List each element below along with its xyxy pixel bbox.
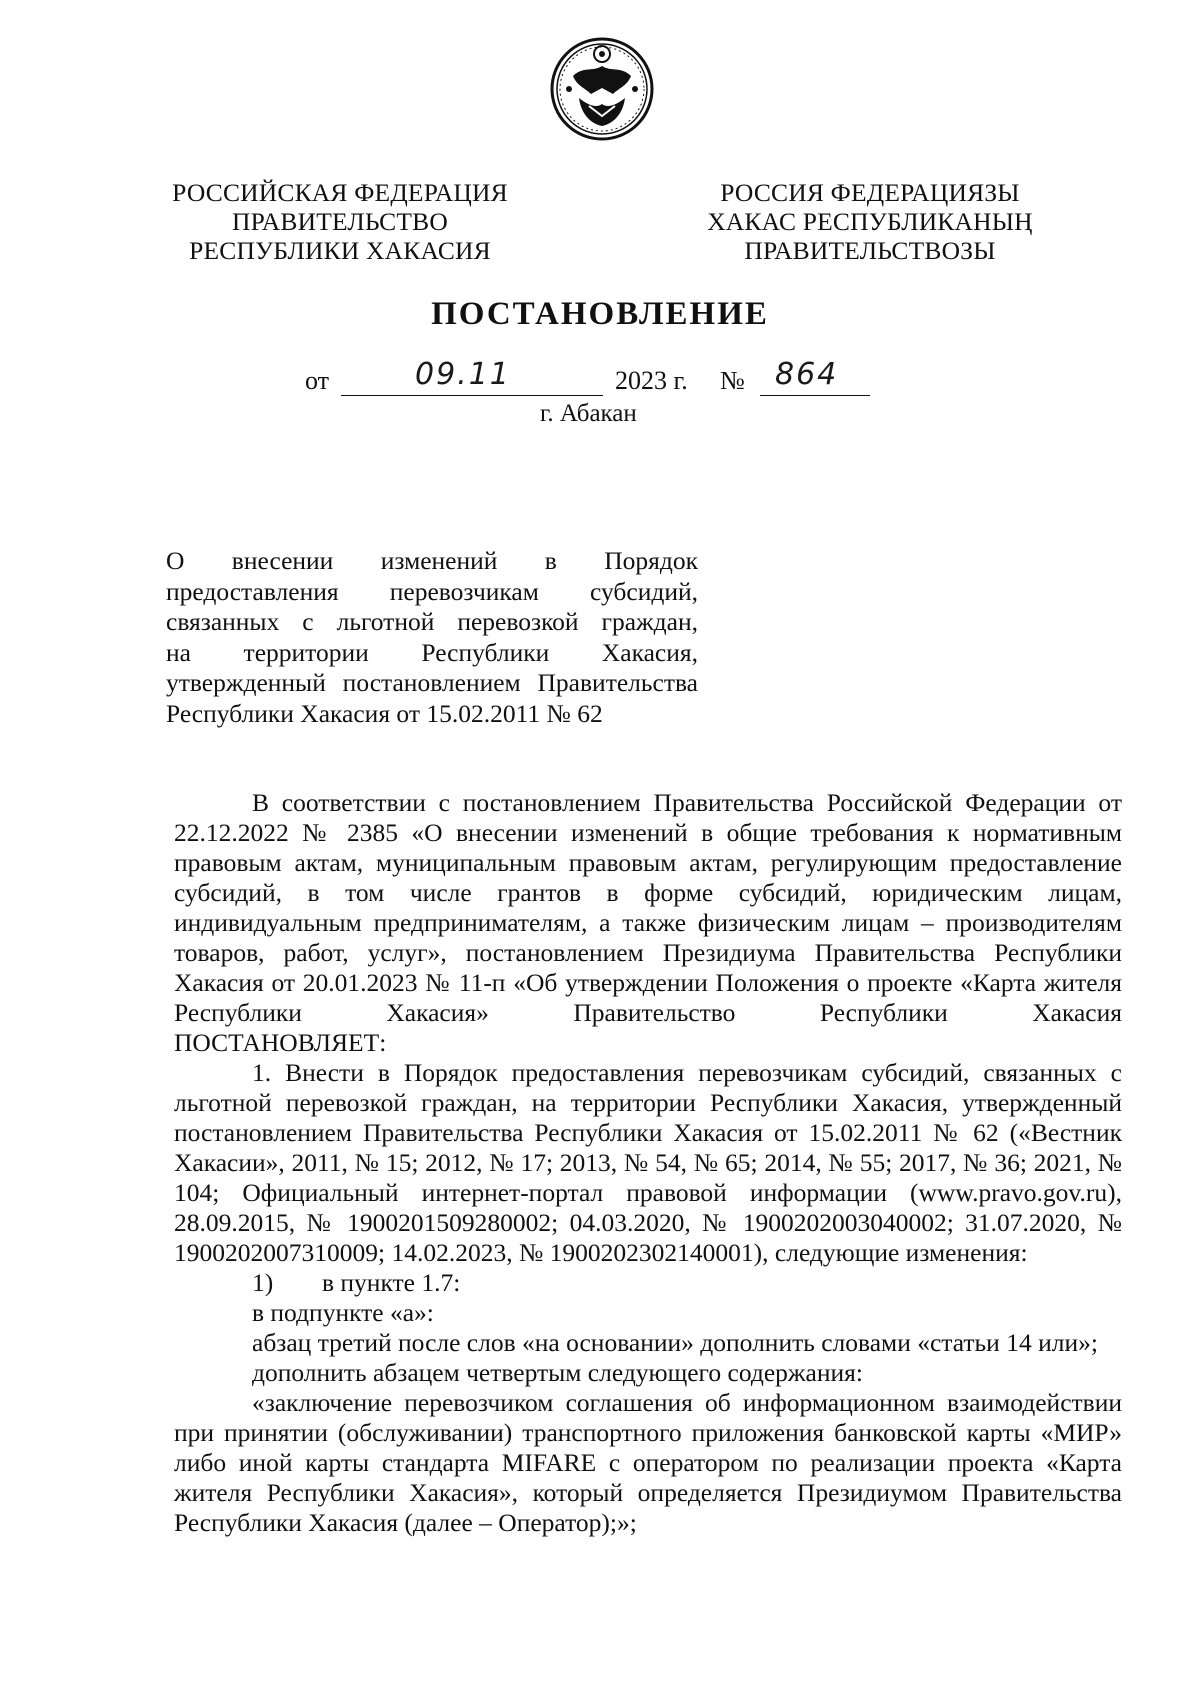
from-label: от [305, 366, 330, 395]
date-number-line [305, 357, 925, 402]
header-right-line-1: РОССИЯ ФЕДЕРАЦИЯЗЫ [720, 178, 1020, 207]
paragraph-3-amendment: абзац третий после слов «на основании» дополнить словами «статьи 14 или»; [252, 1328, 1098, 1357]
document-body [174, 788, 1122, 1538]
subject-line-5: утвержденный постановлением Правительства [166, 668, 698, 697]
document-title: ПОСТАНОВЛЕНИЕ [431, 296, 769, 332]
header-left-line-2: ПРАВИТЕЛЬСТВО [232, 207, 448, 236]
decree-word: ПОСТАНОВЛЯЕТ: [174, 1028, 387, 1057]
subpoint-a-paragraph: в подпункте «а»: [252, 1298, 434, 1327]
date-handwritten: 09.11 [415, 357, 511, 392]
header-right-line-2: ХАКАС РЕСПУБЛИКАНЫҢ [707, 207, 1033, 236]
coat-of-arms-emblem [549, 36, 655, 142]
paragraph-4-amendment: дополнить абзацем четвертым следующего содержания: [252, 1358, 863, 1387]
item-1-line [174, 1268, 1122, 1298]
header-left-line-3: РЕСПУБЛИКИ ХАКАСИЯ [189, 236, 491, 265]
header-right-line-3: ПРАВИТЕЛЬСТВОЗЫ [744, 236, 996, 265]
item-1-number: 1) [252, 1268, 274, 1297]
point-1-paragraph: 1. Внести в Порядок предоставления перевозчикам субсидий, связанных с льготной перевозкой граждан, на территории Республики Хакасия, утвержденный постановлением Правительства Республики Хакасия от 15.02.2011 № 62 («Вестник Хакасии», 2011, № 15; 2012, № 17; 2013, № 54, № 65; 2014, № 55; 2017, № 36; 2021, № 104; Официальный интернет-портал правовой информации (www.pravo.gov.ru), 28.09.2015, № 1900201509280002; 04.03.2020, № 1900202003040002; 31.07.2020, № 1900202007310009; 14.02.2023, № 1900202302140001), следующие изменения: [174, 1058, 1122, 1267]
document-subject [166, 546, 698, 729]
subject-line-2: предоставления перевозчикам субсидий, [166, 576, 698, 606]
city-label: г. Абакан [540, 400, 637, 427]
number-handwritten: 864 [775, 357, 839, 392]
subject-line-6: Республики Хакасия от 15.02.2011 № 62 [166, 698, 603, 728]
header-left-line-1: РОССИЙСКАЯ ФЕДЕРАЦИЯ [172, 178, 508, 207]
header-russian [170, 178, 510, 265]
preamble-paragraph: В соответствии с постановлением Правительства Российской Федерации от 22.12.2022 № 2385 «О внесении изменений в общие требования к нормативным правовым актам, муниципальным правовым актам, регулирующим предоставление субсидий, в том числе грантов в форме субсидий, юридическим лицам, индивидуальным предпринимателям, а также физическим лицам – производителям товаров, работ, услуг», постановлением Президиума Правительства Республики Хакасия от 20.01.2023 № 11-п «Об утверждении Положения о проекте «Карта жителя Республики Хакасия» Правительство Республики Хакасия [174, 788, 1122, 1027]
subject-line-4: на территории Республики Хакасия, [166, 637, 698, 667]
item-1-text: в пункте 1.7: [322, 1268, 461, 1297]
quoted-new-paragraph: «заключение перевозчиком соглашения об информационном взаимодействии при принятии (обслуживании) транспортного приложения банковской карты «МИР» либо иной карты стандарта MIFARE с оператором по реализации проекта «Карта жителя Республики Хакасия», который определяется Президиумом Правительства Республики Хакасия (далее – Оператор);»; [174, 1388, 1122, 1537]
year-label: 2023 г. [615, 366, 688, 395]
subject-line-3: связанных с льготной перевозкой граждан, [166, 607, 698, 636]
number-label: № [720, 366, 745, 395]
header-khakas [700, 178, 1040, 265]
subject-line-1: О внесении изменений в Порядок [166, 546, 698, 575]
